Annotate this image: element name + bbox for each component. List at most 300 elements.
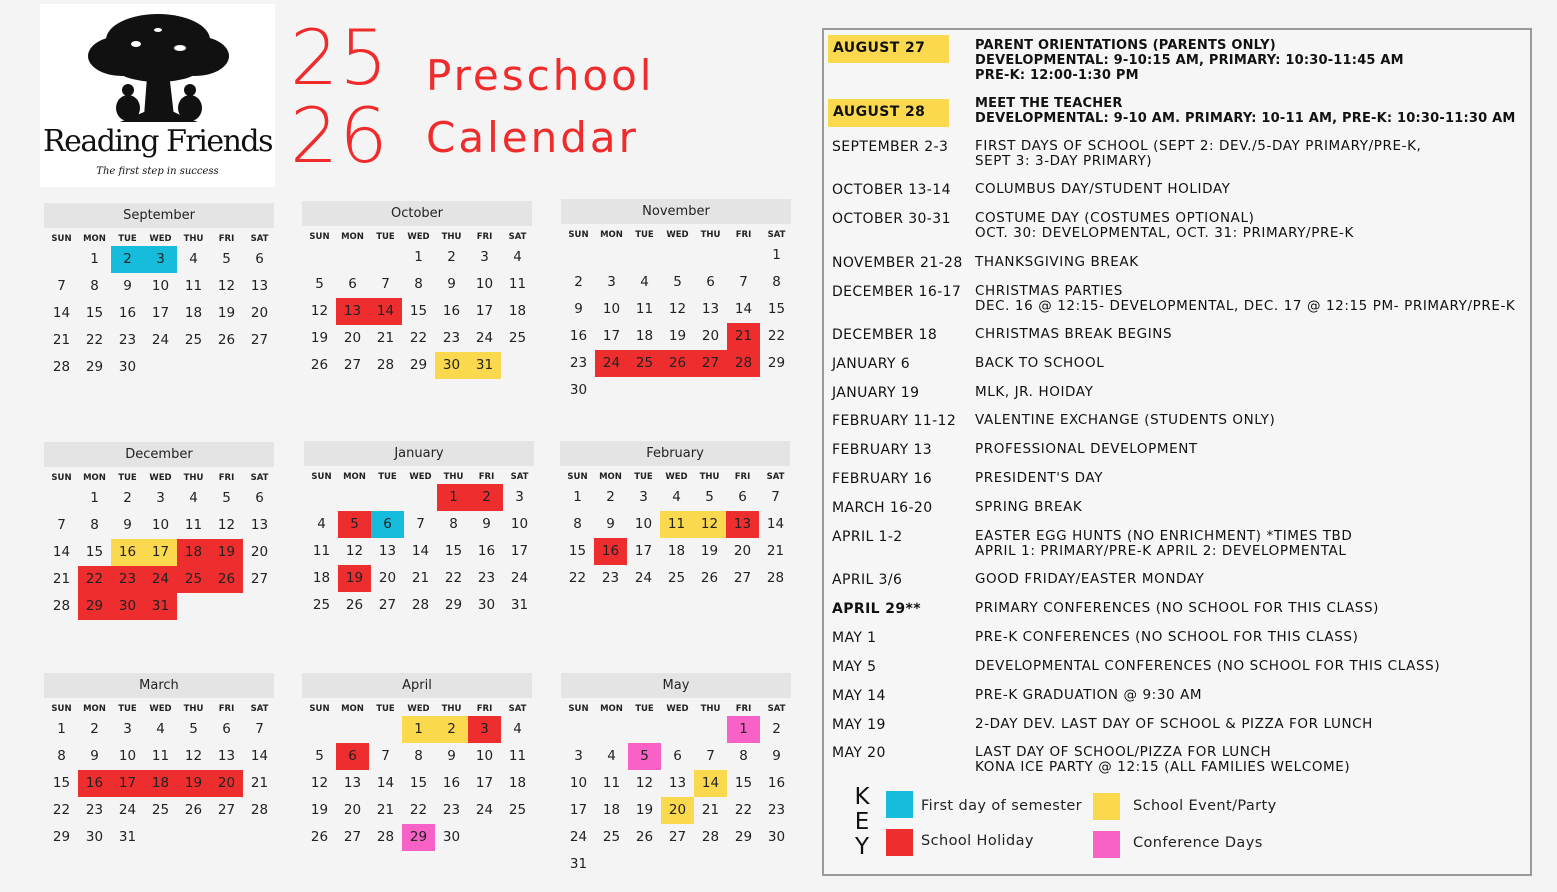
weekday-label: TUE [118, 234, 137, 244]
day-cell: 20 [661, 797, 694, 824]
day-cell: 22 [409, 802, 428, 818]
day-cell: 2 [90, 721, 99, 737]
day-cell: 11 [184, 278, 203, 294]
weekday-label: THU [700, 230, 721, 240]
event-description: LAST DAY OF SCHOOL/PIZZA FOR LUNCH KONA ICE PARTY @ 12:15 (ALL FAMILIES WELCOME) [975, 744, 1351, 775]
key-swatch-conference [1093, 831, 1120, 858]
day-cell: 21 [52, 332, 71, 348]
weekday-label: FRI [218, 704, 235, 714]
weekday-label: SAT [250, 234, 269, 244]
weekday-label: THU [183, 704, 204, 714]
day-cell: 5 [189, 721, 198, 737]
day-cell: 24 [144, 566, 177, 593]
day-cell: 4 [189, 490, 198, 506]
day-cell: 30 [435, 352, 468, 379]
weekday-label: SUN [309, 704, 330, 714]
reading-friends-logo [40, 4, 275, 187]
day-cell: 22 [78, 566, 111, 593]
month-february [560, 441, 790, 646]
day-cell: 31 [569, 856, 588, 872]
month-october [302, 201, 532, 406]
day-cell: 16 [594, 538, 627, 565]
day-cell: 6 [222, 721, 231, 737]
tree-illustration [40, 4, 275, 187]
day-cell: 30 [569, 382, 588, 398]
title-line-1: Preschool [426, 51, 655, 100]
weekday-label: FRI [734, 472, 751, 482]
month-september [44, 203, 274, 408]
key-letter: Y [854, 834, 870, 860]
key-swatch-event [1093, 793, 1120, 820]
key-label-event: School Event/Party [1133, 798, 1277, 814]
day-cell: 31 [144, 593, 177, 620]
day-cell: 25 [184, 332, 203, 348]
day-cell: 7 [771, 489, 780, 505]
day-cell: 3 [480, 249, 489, 265]
day-cell: 27 [668, 829, 687, 845]
weekday-label: MON [83, 473, 106, 483]
day-cell: 23 [442, 802, 461, 818]
day-cell: 20 [343, 330, 362, 346]
event-description: PRIMARY CONFERENCES (NO SCHOOL FOR THIS CLASS) [975, 600, 1380, 616]
day-cell: 4 [672, 489, 681, 505]
day-cell: 20 [378, 570, 397, 586]
weekday-label: SAT [508, 704, 527, 714]
day-cell: 13 [378, 543, 397, 559]
day-cell: 6 [255, 251, 264, 267]
event-description: DEVELOPMENTAL CONFERENCES (NO SCHOOL FOR THIS CLASS) [975, 658, 1441, 674]
day-cell: 14 [766, 516, 785, 532]
day-cell: 6 [706, 274, 715, 290]
event-description: SPRING BREAK [975, 499, 1083, 515]
day-cell: 13 [336, 298, 369, 325]
day-cell: 17 [144, 539, 177, 566]
month-may [561, 673, 791, 878]
day-cell: 9 [482, 516, 491, 532]
logo-tagline: The first step in success [96, 166, 219, 177]
day-cell: 29 [444, 597, 463, 613]
day-cell: 1 [90, 251, 99, 267]
day-cell: 10 [151, 278, 170, 294]
event-description: GOOD FRIDAY/EASTER MONDAY [975, 571, 1205, 587]
day-cell: 17 [475, 775, 494, 791]
day-cell: 8 [90, 517, 99, 533]
day-cell: 1 [573, 489, 582, 505]
day-cell: 1 [727, 716, 760, 743]
day-cell: 17 [475, 303, 494, 319]
event-description: PRE-K CONFERENCES (NO SCHOOL FOR THIS CLASS) [975, 629, 1359, 645]
weekday-label: MON [83, 704, 106, 714]
event-date: JANUARY 6 [832, 356, 911, 372]
year-top: 25 [290, 13, 389, 102]
weekday-label: SUN [309, 232, 330, 242]
day-cell: 1 [402, 716, 435, 743]
weekday-label: WED [149, 704, 172, 714]
day-cell: 30 [85, 829, 104, 845]
day-cell: 21 [766, 543, 785, 559]
month-april [302, 673, 532, 878]
day-cell: 14 [52, 544, 71, 560]
day-cell: 18 [144, 770, 177, 797]
day-cell: 16 [111, 539, 144, 566]
day-cell: 3 [574, 748, 583, 764]
month-header: November [561, 199, 791, 224]
day-cell: 24 [118, 802, 137, 818]
event-date: AUGUST 27 [828, 35, 949, 63]
day-cell: 17 [111, 770, 144, 797]
day-cell: 19 [217, 305, 236, 321]
day-cell: 27 [250, 571, 269, 587]
title-line-2: Calendar [426, 113, 639, 162]
day-cell: 14 [376, 775, 395, 791]
day-cell: 10 [602, 301, 621, 317]
day-cell: 1 [414, 249, 423, 265]
day-cell: 7 [381, 748, 390, 764]
day-cell: 25 [508, 802, 527, 818]
day-cell: 26 [217, 332, 236, 348]
weekday-label: TUE [634, 472, 653, 482]
weekday-label: WED [666, 230, 689, 240]
day-cell: 1 [57, 721, 66, 737]
day-cell: 28 [52, 598, 71, 614]
day-cell: 18 [635, 328, 654, 344]
day-cell: 5 [222, 490, 231, 506]
day-cell: 6 [738, 489, 747, 505]
weekday-label: FRI [735, 704, 752, 714]
day-cell: 9 [606, 516, 615, 532]
day-cell: 27 [250, 332, 269, 348]
day-cell: 19 [668, 328, 687, 344]
day-cell: 10 [118, 748, 137, 764]
event-date: MAY 20 [832, 745, 886, 761]
weekday-label: SAT [508, 232, 527, 242]
day-cell: 6 [336, 743, 369, 770]
weekday-label: WED [149, 234, 172, 244]
day-cell: 11 [635, 301, 654, 317]
event-date: MAY 14 [832, 688, 886, 704]
day-cell: 18 [508, 775, 527, 791]
day-cell: 13 [668, 775, 687, 791]
event-date: SEPTEMBER 2-3 [832, 139, 949, 155]
day-cell: 3 [515, 489, 524, 505]
weekday-label: SUN [311, 472, 332, 482]
day-cell: 11 [602, 775, 621, 791]
day-cell: 29 [734, 829, 753, 845]
event-date: OCTOBER 30-31 [832, 211, 951, 227]
event-date: MAY 5 [832, 659, 877, 675]
day-cell: 14 [369, 298, 402, 325]
weekday-label: TUE [118, 473, 137, 483]
events-panel [822, 28, 1532, 876]
day-cell: 5 [705, 489, 714, 505]
day-cell: 9 [90, 748, 99, 764]
day-cell: 15 [767, 301, 786, 317]
day-cell: 26 [635, 829, 654, 845]
weekday-label: WED [407, 232, 430, 242]
event-description: 2-DAY DEV. LAST DAY OF SCHOOL & PIZZA FOR LUNCH [975, 716, 1373, 732]
day-cell: 8 [449, 516, 458, 532]
weekday-label: WED [149, 473, 172, 483]
day-cell: 17 [602, 328, 621, 344]
day-cell: 21 [376, 330, 395, 346]
key-label-first-day: First day of semester [921, 798, 1083, 814]
day-cell: 29 [402, 824, 435, 851]
key-label-holiday: School Holiday [921, 833, 1034, 849]
day-cell: 10 [151, 517, 170, 533]
day-cell: 31 [468, 352, 501, 379]
day-cell: 27 [378, 597, 397, 613]
day-cell: 14 [250, 748, 269, 764]
day-cell: 28 [376, 829, 395, 845]
weekday-label: SUN [568, 230, 589, 240]
day-cell: 12 [310, 303, 329, 319]
day-cell: 12 [217, 517, 236, 533]
day-cell: 23 [111, 566, 144, 593]
event-description: BACK TO SCHOOL [975, 355, 1105, 371]
day-cell: 14 [694, 770, 727, 797]
day-cell: 12 [668, 301, 687, 317]
day-cell: 22 [767, 328, 786, 344]
day-cell: 8 [414, 748, 423, 764]
day-cell: 24 [634, 570, 653, 586]
day-cell: 14 [411, 543, 430, 559]
day-cell: 30 [477, 597, 496, 613]
day-cell: 24 [595, 350, 628, 377]
day-cell: 17 [569, 802, 588, 818]
event-date: OCTOBER 13-14 [832, 182, 951, 198]
day-cell: 26 [310, 829, 329, 845]
day-cell: 23 [767, 802, 786, 818]
day-cell: 31 [510, 597, 529, 613]
day-cell: 21 [250, 775, 269, 791]
event-date: NOVEMBER 21-28 [832, 255, 963, 271]
day-cell: 26 [310, 357, 329, 373]
day-cell: 15 [85, 305, 104, 321]
day-cell: 25 [667, 570, 686, 586]
day-cell: 27 [733, 570, 752, 586]
event-description: CHRISTMAS PARTIES DEC. 16 @ 12:15- DEVELOPMENTAL, DEC. 17 @ 12:15 PM- PRIMARY/PRE-K [975, 283, 1516, 314]
day-cell: 25 [312, 597, 331, 613]
key-letter: E [854, 809, 870, 835]
weekday-label: SUN [51, 473, 72, 483]
day-cell: 8 [414, 276, 423, 292]
month-january [304, 441, 534, 646]
day-cell: 24 [569, 829, 588, 845]
day-cell: 2 [772, 721, 781, 737]
day-cell: 3 [144, 246, 177, 273]
day-cell: 27 [343, 357, 362, 373]
day-cell: 28 [727, 350, 760, 377]
day-cell: 15 [734, 775, 753, 791]
day-cell: 11 [508, 748, 527, 764]
weekday-label: THU [700, 704, 721, 714]
day-cell: 16 [569, 328, 588, 344]
weekday-label: SUN [568, 704, 589, 714]
event-description: FIRST DAYS OF SCHOOL (SEPT 2: DEV./5-DAY PRIMARY/PRE-K, SEPT 3: 3-DAY PRIMARY) [975, 138, 1422, 169]
event-date: MAY 19 [832, 717, 886, 733]
day-cell: 22 [409, 330, 428, 346]
day-cell: 24 [510, 570, 529, 586]
day-cell: 16 [442, 303, 461, 319]
day-cell: 20 [210, 770, 243, 797]
month-header: September [44, 203, 274, 228]
event-description: COSTUME DAY (COSTUMES OPTIONAL) OCT. 30: DEVELOPMENTAL, OCT. 31: PRIMARY/PRE-K [975, 210, 1354, 241]
day-cell: 16 [477, 543, 496, 559]
day-cell: 28 [766, 570, 785, 586]
day-cell: 10 [634, 516, 653, 532]
day-cell: 10 [569, 775, 588, 791]
day-cell: 11 [184, 517, 203, 533]
day-cell: 6 [371, 511, 404, 538]
day-cell: 17 [634, 543, 653, 559]
event-description: THANKSGIVING BREAK [975, 254, 1139, 270]
day-cell: 9 [123, 517, 132, 533]
day-cell: 29 [85, 359, 104, 375]
day-cell: 18 [177, 539, 210, 566]
event-date: JANUARY 19 [832, 385, 920, 401]
event-description: PROFESSIONAL DEVELOPMENT [975, 441, 1198, 457]
month-header: October [302, 201, 532, 226]
month-header: February [560, 441, 790, 466]
day-cell: 22 [568, 570, 587, 586]
event-date: FEBRUARY 16 [832, 471, 933, 487]
event-description: PRESIDENT'S DAY [975, 470, 1104, 486]
day-cell: 7 [381, 276, 390, 292]
day-cell: 28 [52, 359, 71, 375]
day-cell: 8 [57, 748, 66, 764]
day-cell: 4 [317, 516, 326, 532]
day-cell: 8 [573, 516, 582, 532]
day-cell: 16 [78, 770, 111, 797]
key-swatch-holiday [886, 829, 913, 856]
weekday-label: SUN [567, 472, 588, 482]
day-cell: 2 [435, 716, 468, 743]
day-cell: 15 [444, 543, 463, 559]
weekday-label: WED [665, 472, 688, 482]
day-cell: 15 [409, 303, 428, 319]
month-march [44, 673, 274, 878]
day-cell: 8 [772, 274, 781, 290]
day-cell: 21 [52, 571, 71, 587]
day-cell: 3 [607, 274, 616, 290]
day-cell: 19 [700, 543, 719, 559]
day-cell: 15 [409, 775, 428, 791]
event-date: APRIL 29** [832, 601, 922, 617]
day-cell: 13 [250, 517, 269, 533]
day-cell: 22 [734, 802, 753, 818]
day-cell: 12 [310, 775, 329, 791]
day-cell: 5 [338, 511, 371, 538]
day-cell: 2 [447, 249, 456, 265]
month-november [561, 199, 791, 404]
event-description: EASTER EGG HUNTS (NO ENRICHMENT) *TIMES TBD APRIL 1: PRIMARY/PRE-K APRIL 2: DEVELOPMENTAL [975, 528, 1353, 559]
day-cell: 23 [601, 570, 620, 586]
day-cell: 3 [639, 489, 648, 505]
day-cell: 25 [151, 802, 170, 818]
day-cell: 4 [640, 274, 649, 290]
day-cell: 4 [189, 251, 198, 267]
day-cell: 2 [606, 489, 615, 505]
day-cell: 22 [52, 802, 71, 818]
day-cell: 19 [210, 539, 243, 566]
day-cell: 28 [376, 357, 395, 373]
event-date: FEBRUARY 13 [832, 442, 933, 458]
day-cell: 13 [217, 748, 236, 764]
day-cell: 21 [727, 323, 760, 350]
weekday-label: THU [443, 472, 464, 482]
weekday-label: THU [183, 234, 204, 244]
day-cell: 20 [343, 802, 362, 818]
day-cell: 22 [444, 570, 463, 586]
event-description: MEET THE TEACHER DEVELOPMENTAL: 9-10 AM. PRIMARY: 10-11 AM, PRE-K: 10:30-11:30 AM [975, 96, 1516, 126]
day-cell: 25 [628, 350, 661, 377]
day-cell: 10 [475, 748, 494, 764]
day-cell: 20 [733, 543, 752, 559]
event-description: COLUMBUS DAY/STUDENT HOLIDAY [975, 181, 1231, 197]
day-cell: 13 [726, 511, 759, 538]
weekday-label: MON [600, 230, 623, 240]
month-header: January [304, 441, 534, 466]
day-cell: 4 [156, 721, 165, 737]
event-date: MAY 1 [832, 630, 877, 646]
day-cell: 16 [767, 775, 786, 791]
day-cell: 11 [508, 276, 527, 292]
day-cell: 15 [52, 775, 71, 791]
event-date: APRIL 3/6 [832, 572, 903, 588]
day-cell: 14 [734, 301, 753, 317]
event-description: CHRISTMAS BREAK BEGINS [975, 326, 1173, 342]
day-cell: 23 [118, 332, 137, 348]
weekday-label: TUE [376, 232, 395, 242]
weekday-label: SAT [250, 473, 269, 483]
day-cell: 20 [250, 305, 269, 321]
day-cell: 29 [409, 357, 428, 373]
day-cell: 23 [442, 330, 461, 346]
day-cell: 28 [411, 597, 430, 613]
day-cell: 9 [772, 748, 781, 764]
day-cell: 17 [151, 305, 170, 321]
day-cell: 16 [118, 305, 137, 321]
weekday-label: TUE [635, 230, 654, 240]
day-cell: 7 [706, 748, 715, 764]
day-cell: 9 [123, 278, 132, 294]
event-date: DECEMBER 18 [832, 327, 938, 343]
day-cell: 26 [661, 350, 694, 377]
event-description: VALENTINE EXCHANGE (STUDENTS ONLY) [975, 412, 1276, 428]
weekday-label: SAT [250, 704, 269, 714]
weekday-label: WED [666, 704, 689, 714]
day-cell: 30 [767, 829, 786, 845]
day-cell: 9 [574, 301, 583, 317]
weekday-label: FRI [476, 704, 493, 714]
day-cell: 9 [447, 276, 456, 292]
logo-name: Reading Friends [42, 124, 272, 159]
day-cell: 25 [177, 566, 210, 593]
day-cell: 26 [210, 566, 243, 593]
weekday-label: THU [441, 704, 462, 714]
event-date: AUGUST 28 [828, 99, 949, 127]
day-cell: 28 [701, 829, 720, 845]
day-cell: 27 [343, 829, 362, 845]
month-header: May [561, 673, 791, 698]
day-cell: 25 [602, 829, 621, 845]
day-cell: 30 [111, 593, 144, 620]
day-cell: 2 [470, 484, 503, 511]
day-cell: 21 [376, 802, 395, 818]
day-cell: 5 [315, 276, 324, 292]
day-cell: 18 [667, 543, 686, 559]
weekday-label: MON [83, 234, 106, 244]
